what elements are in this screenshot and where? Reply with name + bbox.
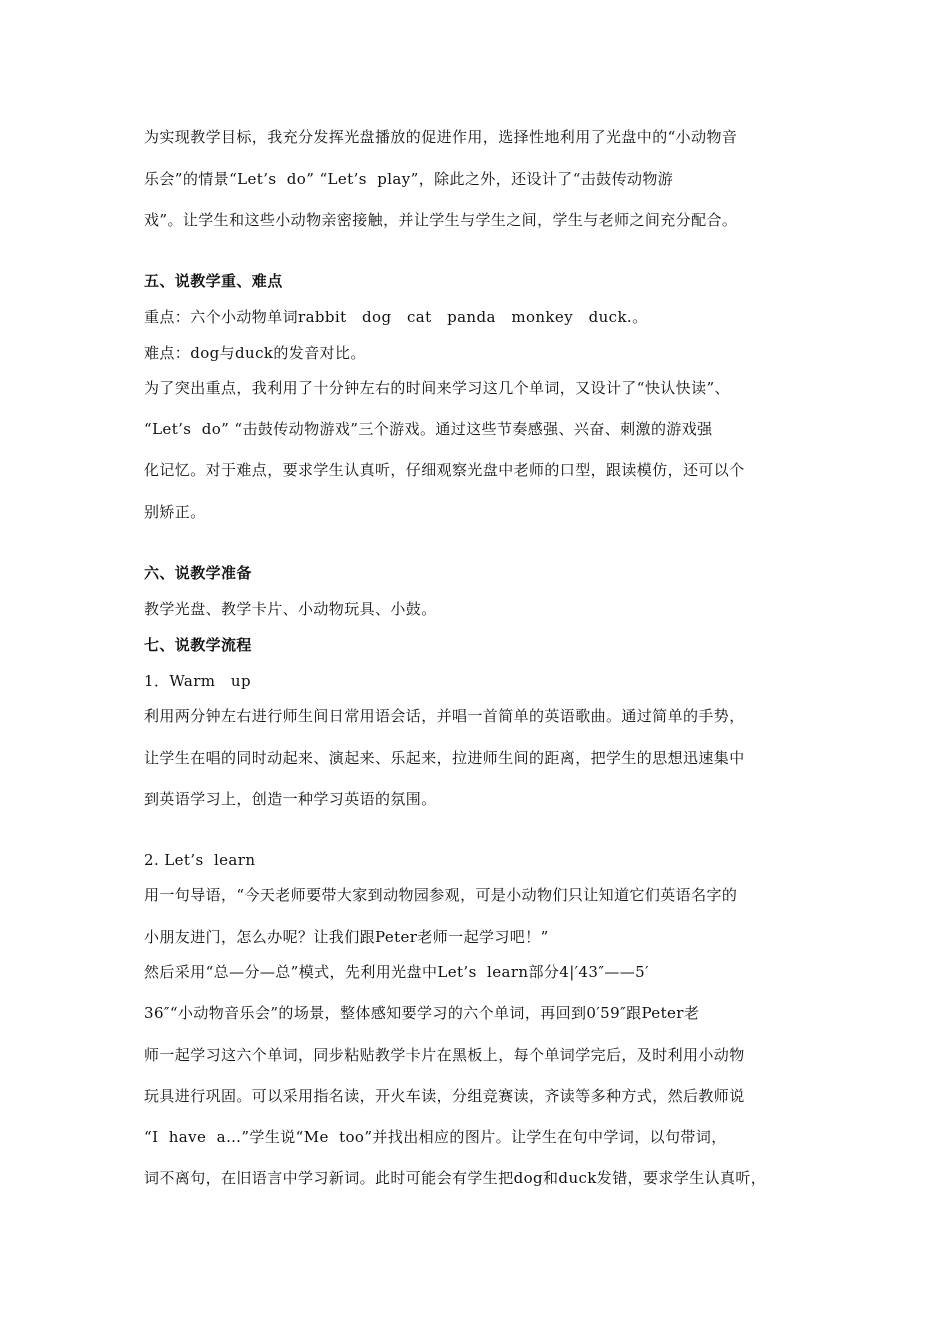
paragraph-line: 为了突出重点，我利用了十分钟左右的时间来学习这几个单词，又设计了“快认快读”、 bbox=[144, 379, 730, 397]
paragraph-line: 然后采用“总—分—总”模式，先利用光盘中Let’s learn部分4|′43″——5′ bbox=[144, 963, 649, 981]
step-title: 2. Let’s learn bbox=[144, 851, 256, 869]
paragraph-line: 词不离句，在旧语言中学习新词。此时可能会有学生把dog和duck发错，要求学生认真听， bbox=[144, 1169, 767, 1187]
paragraph-line: “I have a…”学生说“Me too”并找出相应的图片。让学生在句中学词，以句带词， bbox=[144, 1128, 727, 1146]
paragraph-line: 化记忆。对于难点，要求学生认真听，仔细观察光盘中老师的口型，跟读模仿，还可以个 bbox=[144, 461, 745, 479]
section-heading: 七、说教学流程 bbox=[144, 636, 252, 654]
paragraph-line: 到英语学习上，创造一种学习英语的氛围。 bbox=[144, 790, 437, 808]
step-title: 1．Warm up bbox=[144, 672, 251, 690]
key-point-line: 重点：六个小动物单词rabbit dog cat panda monkey duck.。 bbox=[144, 308, 648, 326]
paragraph-line: 利用两分钟左右进行师生间日常用语会话，并唱一首简单的英语歌曲。通过简单的手势， bbox=[144, 707, 745, 725]
paragraph-line: 别矫正。 bbox=[144, 503, 206, 521]
paragraph-line: 师一起学习这六个单词，同步粘贴教学卡片在黑板上，每个单词学完后，及时利用小动物 bbox=[144, 1046, 745, 1064]
paragraph-line: 为实现教学目标，我充分发挥光盘播放的促进作用，选择性地利用了光盘中的“小动物音 bbox=[144, 128, 738, 146]
paragraph-line: 戏”。让学生和这些小动物亲密接触，并让学生与学生之间，学生与老师之间充分配合。 bbox=[144, 211, 738, 229]
paragraph-line: 教学光盘、教学卡片、小动物玩具、小鼓。 bbox=[144, 600, 437, 618]
paragraph-line: 乐会”的情景“Let’s do” “Let’s play”，除此之外，还设计了“击鼓传动物游 bbox=[144, 170, 674, 188]
paragraph-line: 用一句导语，“今天老师要带大家到动物园参观，可是小动物们只让知道它们英语名字的 bbox=[144, 886, 738, 904]
difficulty-line: 难点：dog与duck的发音对比。 bbox=[144, 344, 366, 362]
paragraph-line: 小朋友进门，怎么办呢？让我们跟Peter老师一起学习吧！” bbox=[144, 928, 549, 946]
paragraph-line: 让学生在唱的同时动起来、演起来、乐起来，拉进师生间的距离，把学生的思想迅速集中 bbox=[144, 749, 745, 767]
paragraph-line: “Let’s do” “击鼓传动物游戏”三个游戏。通过这些节奏感强、兴奋、刺激的游戏强 bbox=[144, 420, 713, 438]
paragraph-line: 玩具进行巩固。可以采用指名读，开火车读，分组竞赛读，齐读等多种方式，然后教师说 bbox=[144, 1087, 745, 1105]
section-heading: 五、说教学重、难点 bbox=[144, 272, 283, 290]
paragraph-line: 36″“小动物音乐会”的场景，整体感知要学习的六个单词，再回到0′59″跟Peter老 bbox=[144, 1004, 700, 1022]
section-heading: 六、说教学准备 bbox=[144, 564, 252, 582]
